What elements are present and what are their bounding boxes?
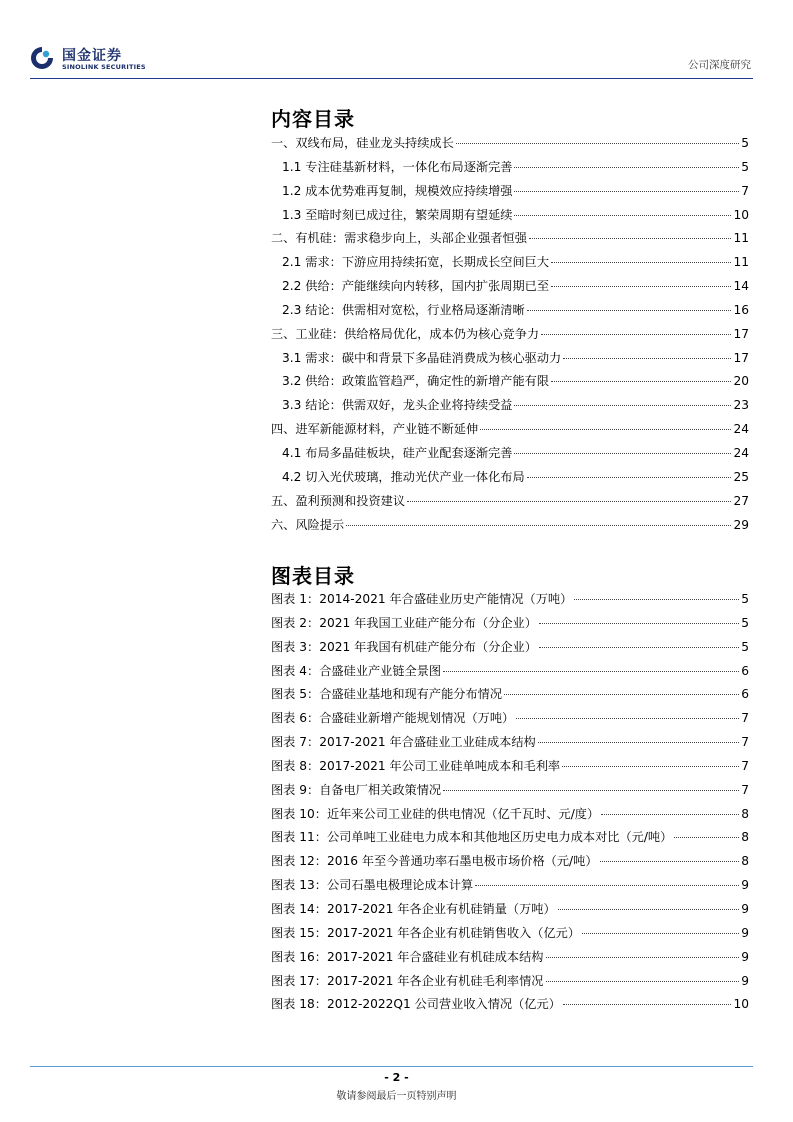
dot-leader xyxy=(514,405,731,406)
dot-leader xyxy=(574,599,739,600)
contents-list xyxy=(271,134,749,539)
toc-entry-page: 9 xyxy=(741,925,749,940)
toc-entry-title: 图表 14：2017-2021 年各企业有机硅销量（万吨） xyxy=(271,901,556,916)
dot-leader xyxy=(443,790,739,791)
toc-entry-title: 图表 9：自备电厂相关政策情况 xyxy=(271,782,442,797)
figure-entry[interactable] xyxy=(271,757,749,781)
toc-entry-title: 二、有机硅：需求稳步向上，头部企业强者恒强 xyxy=(271,231,527,246)
toc-entry-page: 6 xyxy=(741,663,749,678)
toc-entry-title: 图表 1：2014-2021 年合盛硅业历史产能情况（万吨） xyxy=(271,592,573,606)
contents-entry[interactable] xyxy=(271,516,749,540)
figure-entry[interactable] xyxy=(271,733,749,757)
contents-title: 内容目录 xyxy=(271,107,355,131)
dot-leader xyxy=(674,837,739,838)
dot-leader xyxy=(527,477,732,478)
toc-entry-title: 3.2 供给：政策监管趋严，确定性的新增产能有限 xyxy=(282,374,550,389)
dot-leader xyxy=(551,286,731,287)
toc-entry-page: 24 xyxy=(733,445,749,460)
figure-entry[interactable] xyxy=(271,685,749,709)
toc-entry-title: 三、工业硅：供给格局优化，成本仍为核心竞争力 xyxy=(271,326,540,341)
figure-entry[interactable] xyxy=(271,662,749,686)
header-divider xyxy=(30,78,753,79)
dot-leader xyxy=(558,909,740,910)
toc-entry-page: 9 xyxy=(741,901,749,916)
toc-entry-page: 8 xyxy=(741,806,749,821)
toc-entry-page: 29 xyxy=(733,517,749,532)
dot-leader xyxy=(407,501,731,502)
figure-entry[interactable] xyxy=(271,828,749,852)
dot-leader xyxy=(551,262,731,263)
figure-entry[interactable] xyxy=(271,590,749,614)
contents-entry[interactable] xyxy=(271,372,749,396)
toc-entry-page: 7 xyxy=(741,782,749,797)
toc-entry-title: 四、进军新能源材料，产业链不断延伸 xyxy=(271,422,479,437)
toc-entry-title: 六、风险提示 xyxy=(271,517,345,532)
toc-entry-page: 11 xyxy=(733,231,749,246)
report-type-label: 公司深度研究 xyxy=(688,59,751,71)
dot-leader xyxy=(514,191,739,192)
toc-entry-title: 图表 11：公司单吨工业硅电力成本和其他地区历史电力成本对比（元/吨） xyxy=(271,830,673,845)
dot-leader xyxy=(346,525,731,526)
toc-entry-page: 10 xyxy=(733,207,749,222)
contents-entry[interactable] xyxy=(271,396,749,420)
contents-entry[interactable] xyxy=(271,444,749,468)
toc-entry-page: 5 xyxy=(741,592,749,606)
contents-entry[interactable] xyxy=(271,420,749,444)
figure-entry[interactable] xyxy=(271,876,749,900)
dot-leader xyxy=(541,334,731,335)
toc-entry-title: 图表 12：2016 年至今普通功率石墨电极市场价格（元/吨） xyxy=(271,854,598,869)
dot-leader xyxy=(514,215,731,216)
toc-entry-page: 7 xyxy=(741,735,749,750)
dot-leader xyxy=(529,238,732,239)
contents-entry[interactable] xyxy=(271,349,749,373)
figure-entry[interactable] xyxy=(271,638,749,662)
toc-entry-page: 9 xyxy=(741,878,749,893)
toc-entry-title: 图表 16：2017-2021 年合盛硅业有机硅成本结构 xyxy=(271,949,544,964)
dot-leader xyxy=(582,933,739,934)
figure-entry[interactable] xyxy=(271,948,749,972)
toc-entry-title: 图表 10：近年来公司工业硅的供电情况（亿千瓦时、元/度） xyxy=(271,806,600,821)
dot-leader xyxy=(601,814,739,815)
disclaimer-note: 敬请参阅最后一页特别声明 xyxy=(336,1091,457,1102)
toc-entry-title: 3.1 需求：碳中和背景下多晶硅消费成为核心驱动力 xyxy=(282,350,562,365)
page-header xyxy=(0,0,793,80)
toc-entry-page: 27 xyxy=(733,493,749,508)
logo-icon xyxy=(30,45,54,71)
dot-leader xyxy=(563,358,731,359)
toc-entry-title: 图表 17：2017-2021 年各企业有机硅毛利率情况 xyxy=(271,973,544,988)
toc-entry-page: 16 xyxy=(733,302,749,317)
dot-leader xyxy=(514,167,739,168)
toc-entry-title: 2.3 结论：供需相对宽松，行业格局逐渐清晰 xyxy=(282,302,525,317)
toc-entry-title: 图表 6：合盛硅业新增产能规划情况（万吨） xyxy=(271,711,515,726)
toc-entry-page: 7 xyxy=(741,758,749,773)
contents-entry[interactable] xyxy=(271,182,749,206)
toc-entry-page: 6 xyxy=(741,687,749,702)
toc-entry-title: 1.3 至暗时刻已成过往，繁荣周期有望延续 xyxy=(282,207,513,222)
toc-entry-page: 17 xyxy=(733,350,749,365)
dot-leader xyxy=(539,623,739,624)
toc-entry-title: 图表 3：2021 年我国有机硅产能分布（分企业） xyxy=(271,639,537,654)
contents-entry[interactable] xyxy=(271,229,749,253)
contents-entry[interactable] xyxy=(271,301,749,325)
toc-entry-page: 8 xyxy=(741,830,749,845)
toc-entry-title: 图表 7：2017-2021 年合盛硅业工业硅成本结构 xyxy=(271,735,536,750)
toc-entry-title: 3.3 结论：供需双好，龙头企业将持续受益 xyxy=(282,398,513,413)
figure-entry[interactable] xyxy=(271,995,749,1019)
dot-leader xyxy=(546,957,740,958)
figure-entry[interactable] xyxy=(271,614,749,638)
toc-entry-page: 5 xyxy=(741,615,749,630)
contents-entry[interactable] xyxy=(271,253,749,277)
toc-entry-page: 17 xyxy=(733,326,749,341)
dot-leader xyxy=(539,647,739,648)
page-number: - 2 - xyxy=(384,1071,409,1084)
dot-leader xyxy=(600,861,740,862)
toc-entry-page: 7 xyxy=(741,183,749,198)
dot-leader xyxy=(504,694,739,695)
toc-entry-title: 1.1 专注硅基新材料，一体化布局逐渐完善 xyxy=(282,159,513,174)
company-logo xyxy=(30,45,150,75)
toc-entry-title: 2.1 需求：下游应用持续拓宽，长期成长空间巨大 xyxy=(282,255,550,270)
toc-entry-title: 图表 2：2021 年我国工业硅产能分布（分企业） xyxy=(271,615,537,630)
toc-entry-page: 14 xyxy=(733,279,749,294)
logo-english-name: SINOLINK SECURITIES xyxy=(62,63,146,71)
toc-entry-title: 4.2 切入光伏玻璃，推动光伏产业一体化布局 xyxy=(282,469,525,484)
contents-entry[interactable] xyxy=(271,206,749,230)
dot-leader xyxy=(546,981,740,982)
contents-entry[interactable] xyxy=(271,468,749,492)
figure-entry[interactable] xyxy=(271,709,749,733)
contents-entry[interactable] xyxy=(271,492,749,516)
figure-entry[interactable] xyxy=(271,781,749,805)
toc-entry-page: 10 xyxy=(733,997,749,1012)
toc-entry-page: 24 xyxy=(733,422,749,437)
toc-entry-page: 5 xyxy=(741,136,749,150)
figure-entry[interactable] xyxy=(271,852,749,876)
toc-entry-title: 图表 15：2017-2021 年各企业有机硅销售收入（亿元） xyxy=(271,925,581,940)
toc-entry-title: 图表 4：合盛硅业产业链全景图 xyxy=(271,663,442,678)
toc-entry-page: 9 xyxy=(741,973,749,988)
dot-leader xyxy=(456,143,739,144)
figure-entry[interactable] xyxy=(271,900,749,924)
toc-entry-page: 11 xyxy=(733,255,749,270)
dot-leader xyxy=(538,742,739,743)
toc-entry-page: 25 xyxy=(733,469,749,484)
toc-entry-page: 23 xyxy=(733,398,749,413)
contents-entry[interactable] xyxy=(271,325,749,349)
dot-leader xyxy=(443,671,739,672)
toc-entry-title: 五、盈利预测和投资建议 xyxy=(271,493,406,508)
dot-leader xyxy=(527,310,732,311)
figure-entry[interactable] xyxy=(271,924,749,948)
contents-entry[interactable] xyxy=(271,134,749,158)
toc-entry-page: 8 xyxy=(741,854,749,869)
dot-leader xyxy=(563,1004,732,1005)
toc-entry-title: 2.2 供给：产能继续向内转移，国内扩张周期已至 xyxy=(282,279,550,294)
toc-entry-page: 5 xyxy=(741,159,749,174)
toc-entry-title: 4.1 布局多晶硅板块，硅产业配套逐渐完善 xyxy=(282,445,513,460)
toc-entry-page: 5 xyxy=(741,639,749,654)
toc-entry-title: 一、双线布局，硅业龙头持续成长 xyxy=(271,136,454,150)
dot-leader xyxy=(551,381,731,382)
dot-leader xyxy=(516,718,739,719)
figures-title: 图表目录 xyxy=(271,564,355,588)
contents-entry[interactable] xyxy=(271,158,749,182)
figure-entry[interactable] xyxy=(271,805,749,829)
toc-entry-title: 图表 13：公司石墨电极理论成本计算 xyxy=(271,878,474,893)
toc-entry-title: 图表 18：2012-2022Q1 公司营业收入情况（亿元） xyxy=(271,997,561,1012)
dot-leader xyxy=(514,453,731,454)
dot-leader xyxy=(475,885,739,886)
contents-entry[interactable] xyxy=(271,277,749,301)
figure-entry[interactable] xyxy=(271,972,749,996)
toc-entry-page: 7 xyxy=(741,711,749,726)
toc-entry-page: 9 xyxy=(741,949,749,964)
toc-entry-title: 图表 5：合盛硅业基地和现有产能分布情况 xyxy=(271,687,503,702)
footer-divider xyxy=(30,1066,753,1067)
dot-leader xyxy=(562,766,739,767)
toc-entry-page: 20 xyxy=(733,374,749,389)
toc-entry-title: 图表 8：2017-2021 年公司工业硅单吨成本和毛利率 xyxy=(271,758,561,773)
logo-chinese-name: 国金证券 xyxy=(62,48,122,64)
toc-entry-title: 1.2 成本优势难再复制，规模效应持续增强 xyxy=(282,183,513,198)
figures-list xyxy=(271,590,749,1019)
dot-leader xyxy=(480,429,731,430)
